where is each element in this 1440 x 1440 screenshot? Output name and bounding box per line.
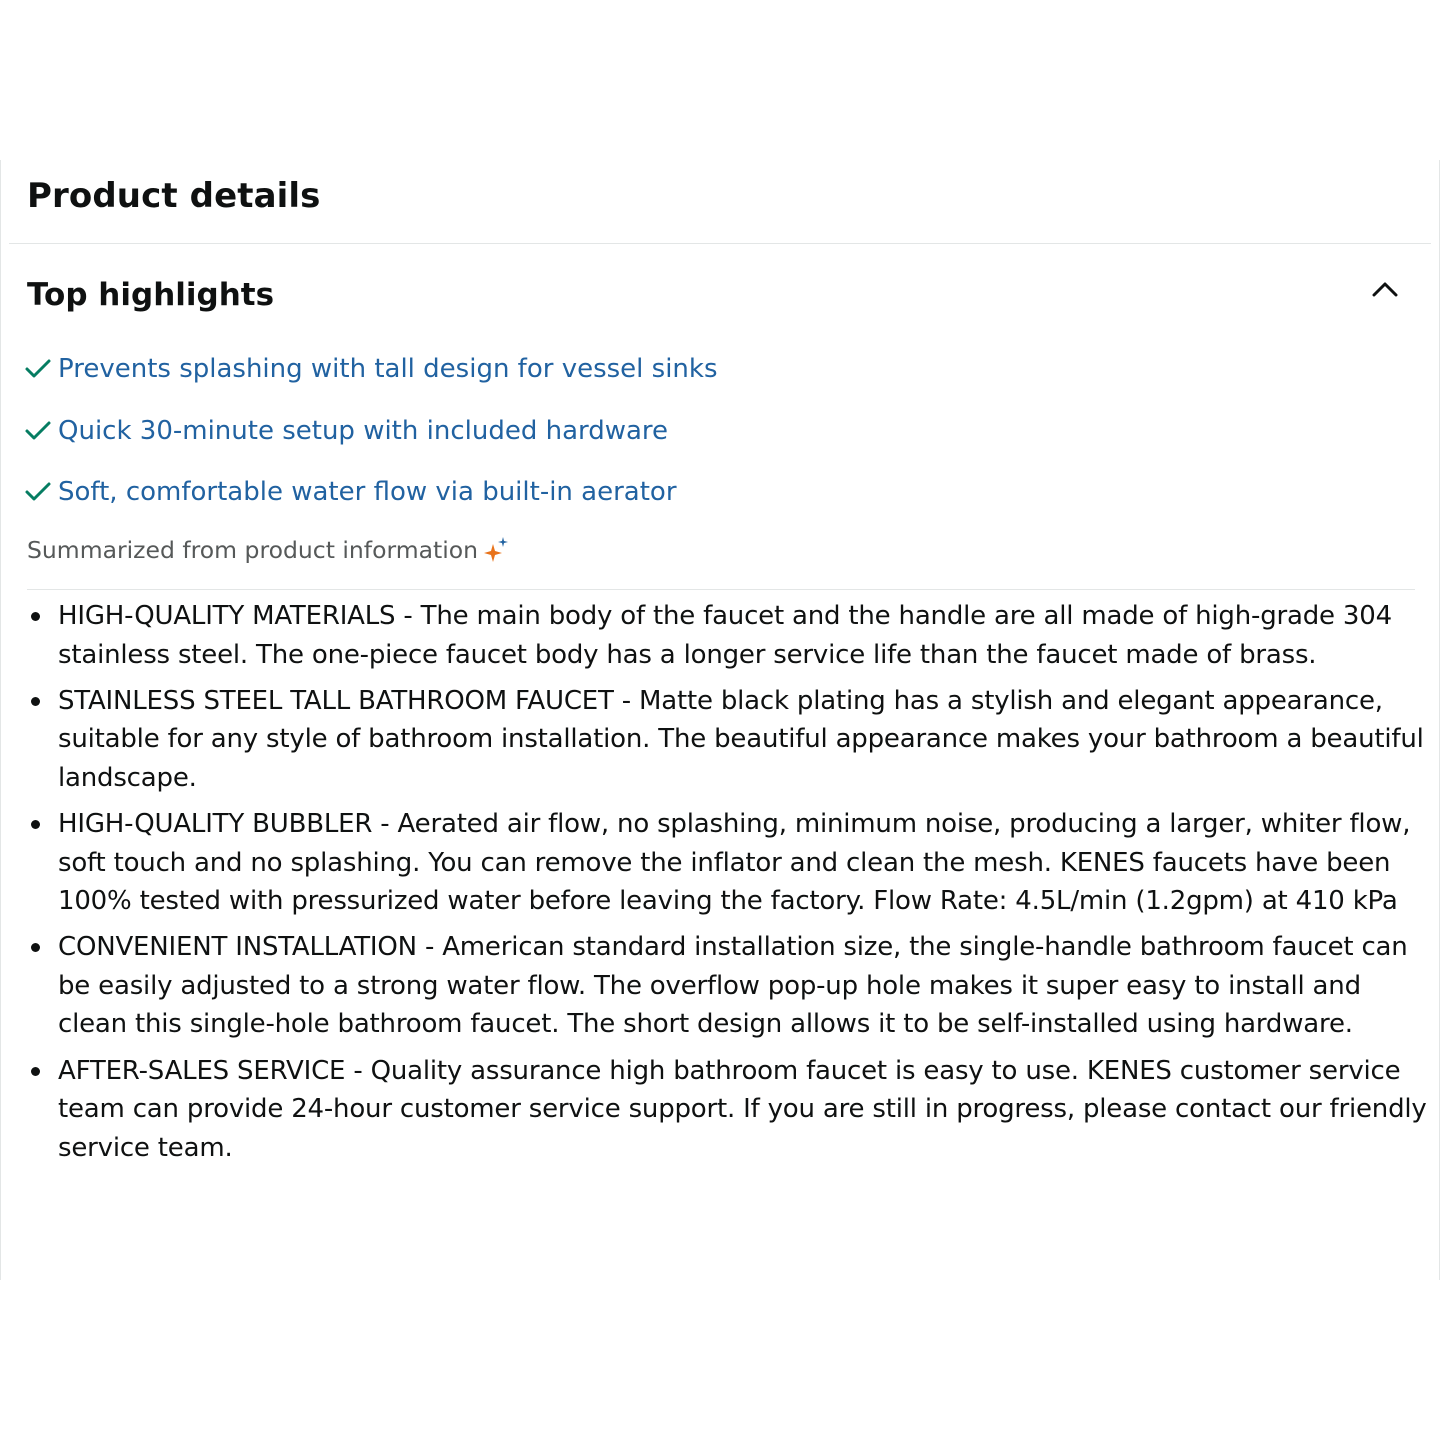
highlight-item: [24, 471, 718, 513]
highlights-divider: [27, 589, 1415, 590]
highlight-item: [24, 410, 718, 452]
bullet-dot: [31, 612, 40, 621]
collapse-highlights-button[interactable]: [1364, 270, 1406, 308]
bullet-dot: [31, 820, 40, 829]
feature-bullet: [58, 682, 1428, 798]
summary-note: [27, 534, 510, 566]
feature-bullet-text: HIGH-QUALITY BUBBLER - Aerated air flow, no splashing, minimum noise, producing a larger, whiter flow, soft touch and no splashing. You can remove the inflator and clean the mesh. KENES faucets have been 100% tested with pressurized water before leaving the factory. Flow Rate: 4.5L/min (1.2gpm) at 410 kPa: [58, 808, 1411, 917]
highlight-item: [24, 348, 718, 390]
feature-bullets: [58, 597, 1428, 1175]
feature-bullet: [58, 1052, 1428, 1168]
highlight-text: Quick 30-minute setup with included hardware: [58, 415, 669, 446]
feature-bullet: [58, 805, 1428, 921]
summary-note-text: Summarized from product information: [27, 536, 479, 564]
check-icon: [24, 479, 52, 505]
page-title: Product details: [27, 176, 321, 216]
feature-bullet-text: CONVENIENT INSTALLATION - American standard installation size, the single-handle bathroom faucet can be easily adjusted to a strong water flow. The overflow pop-up hole makes it super easy to install and clean this single-hole bathroom faucet. The short design allows it to be self-installed using hardware.: [58, 932, 1408, 1040]
highlight-text: Soft, comfortable water flow via built-in aerator: [58, 477, 677, 507]
chevron-up-icon: [1371, 279, 1399, 299]
feature-bullet-text: STAINLESS STEEL TALL BATHROOM FAUCET - Matte black plating has a stylish and elegant appearance, suitable for any style of bathroom installation. The beautiful appearance makes your bathroom a beautiful landscape.: [58, 685, 1424, 793]
feature-bullet-text: HIGH-QUALITY MATERIALS - The main body of the faucet and the handle are all made of high-grade 304 stainless steel. The one-piece faucet body has a longer service life than the faucet made of brass.: [58, 601, 1392, 670]
feature-bullet: [58, 597, 1428, 674]
bullet-dot: [31, 1067, 40, 1076]
ai-sparkle-icon: [484, 536, 510, 564]
feature-bullet: [58, 928, 1428, 1044]
header-divider: [9, 243, 1431, 244]
bullet-dot: [31, 697, 40, 706]
feature-bullet-text: AFTER-SALES SERVICE - Quality assurance high bathroom faucet is easy to use. KENES customer service team can provide 24-hour customer service support. If you are still in progress, please contact our friendly service team.: [58, 1055, 1427, 1163]
top-highlights-title: Top highlights: [27, 277, 275, 313]
check-icon: [24, 356, 52, 382]
highlight-text: Prevents splashing with tall design for vessel sinks: [58, 354, 718, 384]
highlights-list: [24, 348, 718, 533]
check-icon: [24, 418, 52, 444]
